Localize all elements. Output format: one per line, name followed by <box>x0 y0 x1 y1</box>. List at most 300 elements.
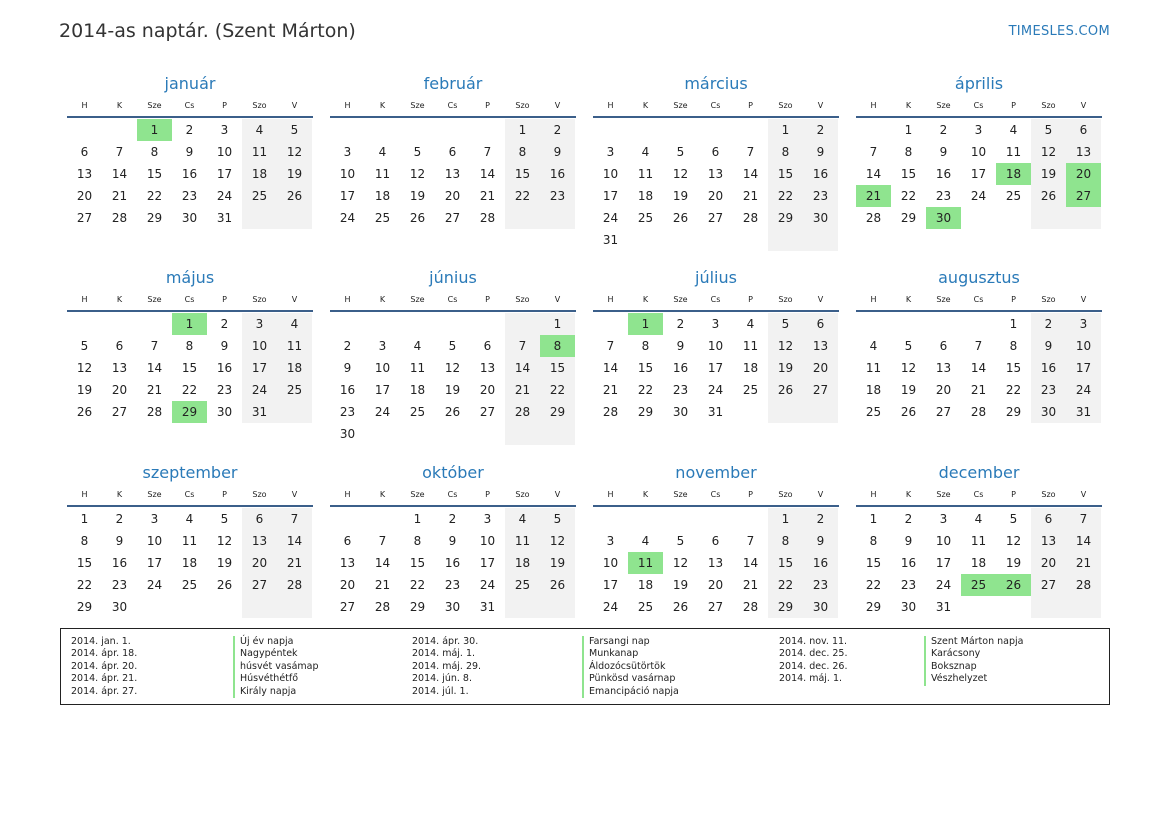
legend-holiday-name: Húsvéthétfő <box>233 673 319 685</box>
day-cell: 8 <box>904 145 913 159</box>
day-cell: 7 <box>746 534 755 548</box>
empty-cell <box>435 119 470 141</box>
weekday-label: K <box>905 490 912 499</box>
week-row <box>593 313 839 335</box>
empty-cell <box>663 229 698 251</box>
week-row <box>330 379 576 401</box>
day-cell: 17 <box>479 556 496 570</box>
day-cell: 19 <box>277 163 312 185</box>
day-cell: 29 <box>409 600 426 614</box>
day-cell: 9 <box>939 145 948 159</box>
legend-date: 2014. jún. 8. <box>412 673 473 685</box>
weekday-label: Szo <box>778 490 793 499</box>
day-cell: 31 <box>935 600 952 614</box>
empty-cell <box>365 119 400 141</box>
empty-cell <box>172 596 207 618</box>
week-row <box>67 574 313 596</box>
day-cell: 20 <box>935 383 952 397</box>
day-cell: 2 <box>939 123 948 137</box>
weekday-label: Cs <box>710 101 721 110</box>
weekday-label: Sze <box>673 295 688 304</box>
empty-cell <box>207 596 242 618</box>
week-row <box>330 596 576 618</box>
day-cell: 12 <box>672 556 689 570</box>
day-cell: 4 <box>505 508 540 530</box>
week-row <box>856 335 1102 357</box>
empty-cell <box>663 119 698 141</box>
weekday-label: Sze <box>936 490 951 499</box>
day-cell: 10 <box>602 167 619 181</box>
day-cell: 11 <box>742 339 759 353</box>
empty-cell <box>593 119 628 141</box>
day-cell: 31 <box>479 600 496 614</box>
legend-date: 2014. ápr. 21. <box>71 673 138 685</box>
month-days <box>593 313 839 423</box>
page-title: 2014-as naptár. (Szent Márton) <box>59 20 356 42</box>
week-row <box>856 163 1102 185</box>
weekday-label: Sze <box>410 101 425 110</box>
day-cell: 21 <box>505 379 540 401</box>
day-cell: 13 <box>1066 141 1101 163</box>
weekday-label: Szo <box>1041 295 1056 304</box>
week-row <box>330 552 576 574</box>
weekday-label: P <box>485 490 490 499</box>
month-name: szeptember <box>142 463 238 482</box>
week-row <box>67 335 313 357</box>
month-12 <box>856 461 1102 618</box>
day-cell: 9 <box>448 534 457 548</box>
day-cell: 3 <box>974 123 983 137</box>
day-cell: 17 <box>707 361 724 375</box>
day-cell: 24 <box>970 189 987 203</box>
legend-date: 2014. ápr. 27. <box>71 685 138 697</box>
week-row <box>67 313 313 335</box>
month-3 <box>593 72 839 251</box>
empty-cell <box>67 119 102 141</box>
day-cell: 29 <box>900 211 917 225</box>
day-cell: 26 <box>409 211 426 225</box>
weekday-label: P <box>222 490 227 499</box>
week-row <box>330 335 576 357</box>
week-row <box>330 119 576 141</box>
day-cell: 9 <box>343 361 352 375</box>
empty-cell <box>102 119 137 141</box>
day-cell: 10 <box>146 534 163 548</box>
week-row <box>593 574 839 596</box>
day-cell: 27 <box>1066 185 1101 207</box>
day-cell: 6 <box>343 534 352 548</box>
day-cell: 30 <box>803 207 838 229</box>
week-row <box>593 229 839 251</box>
site-link[interactable]: TIMESLES.COM <box>1008 24 1110 39</box>
weekday-label: H <box>81 295 88 304</box>
day-cell: 10 <box>479 534 496 548</box>
day-cell: 22 <box>181 383 198 397</box>
day-cell: 18 <box>181 556 198 570</box>
day-cell: 21 <box>970 383 987 397</box>
day-cell: 30 <box>111 600 128 614</box>
empty-cell <box>137 596 172 618</box>
day-cell: 7 <box>277 508 312 530</box>
day-cell: 15 <box>505 163 540 185</box>
day-cell: 27 <box>707 600 724 614</box>
day-cell: 13 <box>935 361 952 375</box>
day-cell: 17 <box>339 189 356 203</box>
empty-cell <box>628 508 663 530</box>
weekday-label: K <box>116 101 123 110</box>
day-cell: 26 <box>76 405 93 419</box>
weekday-label: H <box>344 490 351 499</box>
week-row <box>67 530 313 552</box>
week-row <box>330 530 576 552</box>
legend-date: 2014. ápr. 18. <box>71 648 138 660</box>
day-cell: 14 <box>505 357 540 379</box>
month-2 <box>330 72 576 229</box>
weekday-label: Szo <box>252 490 267 499</box>
weekday-label: P <box>1011 490 1016 499</box>
month-name: március <box>684 74 748 93</box>
legend-date: 2014. máj. 1. <box>412 648 476 660</box>
day-cell: 20 <box>479 383 496 397</box>
day-cell: 18 <box>865 383 882 397</box>
day-cell: 19 <box>900 383 917 397</box>
day-cell: 21 <box>1066 552 1101 574</box>
legend-holiday-name: Vészhelyzet <box>924 673 1023 685</box>
day-cell: 15 <box>865 556 882 570</box>
day-cell: 10 <box>602 556 619 570</box>
weekday-label: P <box>222 295 227 304</box>
day-cell: 24 <box>935 578 952 592</box>
week-row <box>593 508 839 530</box>
month-days <box>67 508 313 618</box>
day-cell: 22 <box>865 578 882 592</box>
week-row <box>67 163 313 185</box>
empty-cell <box>277 596 312 618</box>
day-cell: 23 <box>1031 379 1066 401</box>
day-cell: 11 <box>628 552 663 574</box>
day-cell: 11 <box>505 530 540 552</box>
day-cell: 29 <box>540 401 575 423</box>
day-cell: 1 <box>413 512 422 526</box>
week-row <box>330 141 576 163</box>
day-cell: 24 <box>479 578 496 592</box>
day-cell: 19 <box>768 357 803 379</box>
day-cell: 15 <box>146 167 163 181</box>
month-days <box>67 313 313 423</box>
day-cell: 6 <box>1031 508 1066 530</box>
day-cell: 4 <box>185 512 194 526</box>
day-cell: 8 <box>768 141 803 163</box>
day-cell: 6 <box>483 339 492 353</box>
week-row <box>856 574 1102 596</box>
weekday-header <box>330 96 576 118</box>
weekday-label: Szo <box>1041 490 1056 499</box>
day-cell: 27 <box>111 405 128 419</box>
day-cell: 22 <box>76 578 93 592</box>
day-cell: 7 <box>974 339 983 353</box>
week-row <box>856 552 1102 574</box>
day-cell: 30 <box>339 427 356 441</box>
week-row <box>856 141 1102 163</box>
day-cell: 23 <box>216 383 233 397</box>
weekday-header <box>593 96 839 118</box>
day-cell: 14 <box>1066 530 1101 552</box>
day-cell: 19 <box>216 556 233 570</box>
day-cell: 6 <box>80 145 89 159</box>
day-cell: 4 <box>1009 123 1018 137</box>
day-cell: 5 <box>448 339 457 353</box>
weekday-label: P <box>485 295 490 304</box>
empty-cell <box>277 401 312 423</box>
day-cell: 19 <box>672 189 689 203</box>
day-cell: 3 <box>606 145 615 159</box>
day-cell: 13 <box>479 361 496 375</box>
day-cell: 21 <box>146 383 163 397</box>
empty-cell <box>856 119 891 141</box>
weekday-label: Sze <box>147 490 162 499</box>
day-cell: 26 <box>768 379 803 401</box>
weekday-label: Szo <box>515 295 530 304</box>
day-cell: 21 <box>479 189 496 203</box>
day-cell: 29 <box>768 596 803 618</box>
weekday-label: Szo <box>252 295 267 304</box>
day-cell: 10 <box>216 145 233 159</box>
empty-cell <box>540 423 575 445</box>
weekday-label: Cs <box>447 295 458 304</box>
empty-cell <box>400 423 435 445</box>
weekday-label: V <box>291 490 298 499</box>
day-cell: 11 <box>970 534 987 548</box>
day-cell: 2 <box>115 512 124 526</box>
day-cell: 5 <box>540 508 575 530</box>
empty-cell <box>593 508 628 530</box>
day-cell: 26 <box>672 211 689 225</box>
day-cell: 26 <box>996 574 1031 596</box>
weekday-label: Cs <box>184 490 195 499</box>
empty-cell <box>365 508 400 530</box>
weekday-label: K <box>116 295 123 304</box>
legend-holiday-name: Új év napja <box>233 636 319 648</box>
day-cell: 9 <box>676 339 685 353</box>
empty-cell <box>733 229 768 251</box>
day-cell: 30 <box>444 600 461 614</box>
day-cell: 7 <box>150 339 159 353</box>
day-cell: 24 <box>602 600 619 614</box>
empty-cell <box>1031 207 1066 229</box>
month-days <box>856 313 1102 423</box>
day-cell: 19 <box>444 383 461 397</box>
day-cell: 9 <box>220 339 229 353</box>
day-cell: 8 <box>641 339 650 353</box>
day-cell: 25 <box>242 185 277 207</box>
day-cell: 24 <box>1066 379 1101 401</box>
day-cell: 20 <box>444 189 461 203</box>
day-cell: 22 <box>409 578 426 592</box>
week-row <box>593 335 839 357</box>
day-cell: 28 <box>277 574 312 596</box>
day-cell: 7 <box>1066 508 1101 530</box>
day-cell: 3 <box>378 339 387 353</box>
legend-date: 2014. ápr. 30. <box>412 636 479 647</box>
day-cell: 11 <box>181 534 198 548</box>
empty-cell <box>663 508 698 530</box>
week-row <box>67 357 313 379</box>
day-cell: 17 <box>602 578 619 592</box>
day-cell: 13 <box>444 167 461 181</box>
weekday-header <box>67 485 313 507</box>
day-cell: 11 <box>277 335 312 357</box>
day-cell: 21 <box>374 578 391 592</box>
month-name: január <box>164 74 216 93</box>
day-cell: 29 <box>172 401 207 423</box>
day-cell: 26 <box>277 185 312 207</box>
day-cell: 5 <box>1009 512 1018 526</box>
day-cell: 8 <box>1009 339 1018 353</box>
day-cell: 8 <box>80 534 89 548</box>
day-cell: 15 <box>181 361 198 375</box>
day-cell: 31 <box>1066 401 1101 423</box>
day-cell: 24 <box>146 578 163 592</box>
month-name: augusztus <box>938 268 1020 287</box>
day-cell: 23 <box>181 189 198 203</box>
day-cell: 15 <box>76 556 93 570</box>
day-cell: 9 <box>904 534 913 548</box>
day-cell: 11 <box>1005 145 1022 159</box>
day-cell: 11 <box>242 141 277 163</box>
empty-cell <box>242 207 277 229</box>
day-cell: 13 <box>707 556 724 570</box>
day-cell: 29 <box>1005 405 1022 419</box>
day-cell: 12 <box>409 167 426 181</box>
day-cell: 22 <box>768 574 803 596</box>
empty-cell <box>67 313 102 335</box>
weekday-label: K <box>379 101 386 110</box>
day-cell: 28 <box>146 405 163 419</box>
month-6 <box>330 266 576 445</box>
week-row <box>856 313 1102 335</box>
day-cell: 25 <box>637 600 654 614</box>
day-cell: 7 <box>869 145 878 159</box>
day-cell: 30 <box>672 405 689 419</box>
day-cell: 27 <box>242 574 277 596</box>
empty-cell <box>961 207 996 229</box>
day-cell: 29 <box>146 211 163 225</box>
day-cell: 17 <box>216 167 233 181</box>
day-cell: 21 <box>111 189 128 203</box>
day-cell: 16 <box>444 556 461 570</box>
week-row <box>330 163 576 185</box>
day-cell: 27 <box>935 405 952 419</box>
day-cell: 25 <box>181 578 198 592</box>
day-cell: 12 <box>672 167 689 181</box>
day-cell: 8 <box>185 339 194 353</box>
empty-cell <box>400 119 435 141</box>
week-row <box>593 401 839 423</box>
day-cell: 29 <box>637 405 654 419</box>
day-cell: 25 <box>1005 189 1022 203</box>
legend-holiday-name: Pünkösd vasárnap <box>582 673 679 685</box>
day-cell: 2 <box>1031 313 1066 335</box>
day-cell: 17 <box>970 167 987 181</box>
day-cell: 27 <box>1031 574 1066 596</box>
empty-cell <box>733 508 768 530</box>
day-cell: 1 <box>505 119 540 141</box>
week-row <box>330 185 576 207</box>
empty-cell <box>400 313 435 335</box>
weekday-label: V <box>554 295 561 304</box>
day-cell: 27 <box>76 211 93 225</box>
month-name: május <box>165 268 215 287</box>
weekday-label: P <box>748 101 753 110</box>
week-row <box>67 141 313 163</box>
day-cell: 8 <box>150 145 159 159</box>
day-cell: 14 <box>865 167 882 181</box>
day-cell: 14 <box>374 556 391 570</box>
day-cell: 6 <box>939 339 948 353</box>
weekday-label: H <box>870 101 877 110</box>
weekday-label: Sze <box>410 490 425 499</box>
day-cell: 1 <box>137 119 172 141</box>
day-cell: 9 <box>540 141 575 163</box>
day-cell: 23 <box>935 189 952 203</box>
empty-cell <box>926 313 961 335</box>
day-cell: 5 <box>1031 119 1066 141</box>
day-cell: 10 <box>1066 335 1101 357</box>
day-cell: 3 <box>483 512 492 526</box>
day-cell: 4 <box>869 339 878 353</box>
weekday-label: P <box>222 101 227 110</box>
empty-cell <box>733 119 768 141</box>
day-cell: 4 <box>641 145 650 159</box>
week-row <box>856 530 1102 552</box>
day-cell: 30 <box>900 600 917 614</box>
weekday-label: V <box>817 490 824 499</box>
day-cell: 8 <box>869 534 878 548</box>
day-cell: 25 <box>865 405 882 419</box>
day-cell: 15 <box>768 163 803 185</box>
day-cell: 22 <box>637 383 654 397</box>
day-cell: 3 <box>711 317 720 331</box>
weekday-label: H <box>607 101 614 110</box>
day-cell: 10 <box>339 167 356 181</box>
week-row <box>593 163 839 185</box>
day-cell: 2 <box>220 317 229 331</box>
day-cell: 23 <box>803 574 838 596</box>
day-cell: 12 <box>1031 141 1066 163</box>
empty-cell <box>628 119 663 141</box>
day-cell: 30 <box>803 596 838 618</box>
day-cell: 11 <box>409 361 426 375</box>
day-cell: 21 <box>856 185 891 207</box>
day-cell: 13 <box>76 167 93 181</box>
month-name: február <box>423 74 483 93</box>
day-cell: 26 <box>1031 185 1066 207</box>
day-cell: 22 <box>1005 383 1022 397</box>
empty-cell <box>505 596 540 618</box>
day-cell: 3 <box>939 512 948 526</box>
day-cell: 5 <box>413 145 422 159</box>
month-9 <box>67 461 313 618</box>
weekday-label: V <box>291 295 298 304</box>
day-cell: 4 <box>641 534 650 548</box>
weekday-label: P <box>485 101 490 110</box>
day-cell: 26 <box>216 578 233 592</box>
day-cell: 31 <box>707 405 724 419</box>
day-cell: 28 <box>111 211 128 225</box>
day-cell: 17 <box>146 556 163 570</box>
empty-cell <box>540 596 575 618</box>
legend-date: 2014. máj. 1. <box>779 673 843 685</box>
